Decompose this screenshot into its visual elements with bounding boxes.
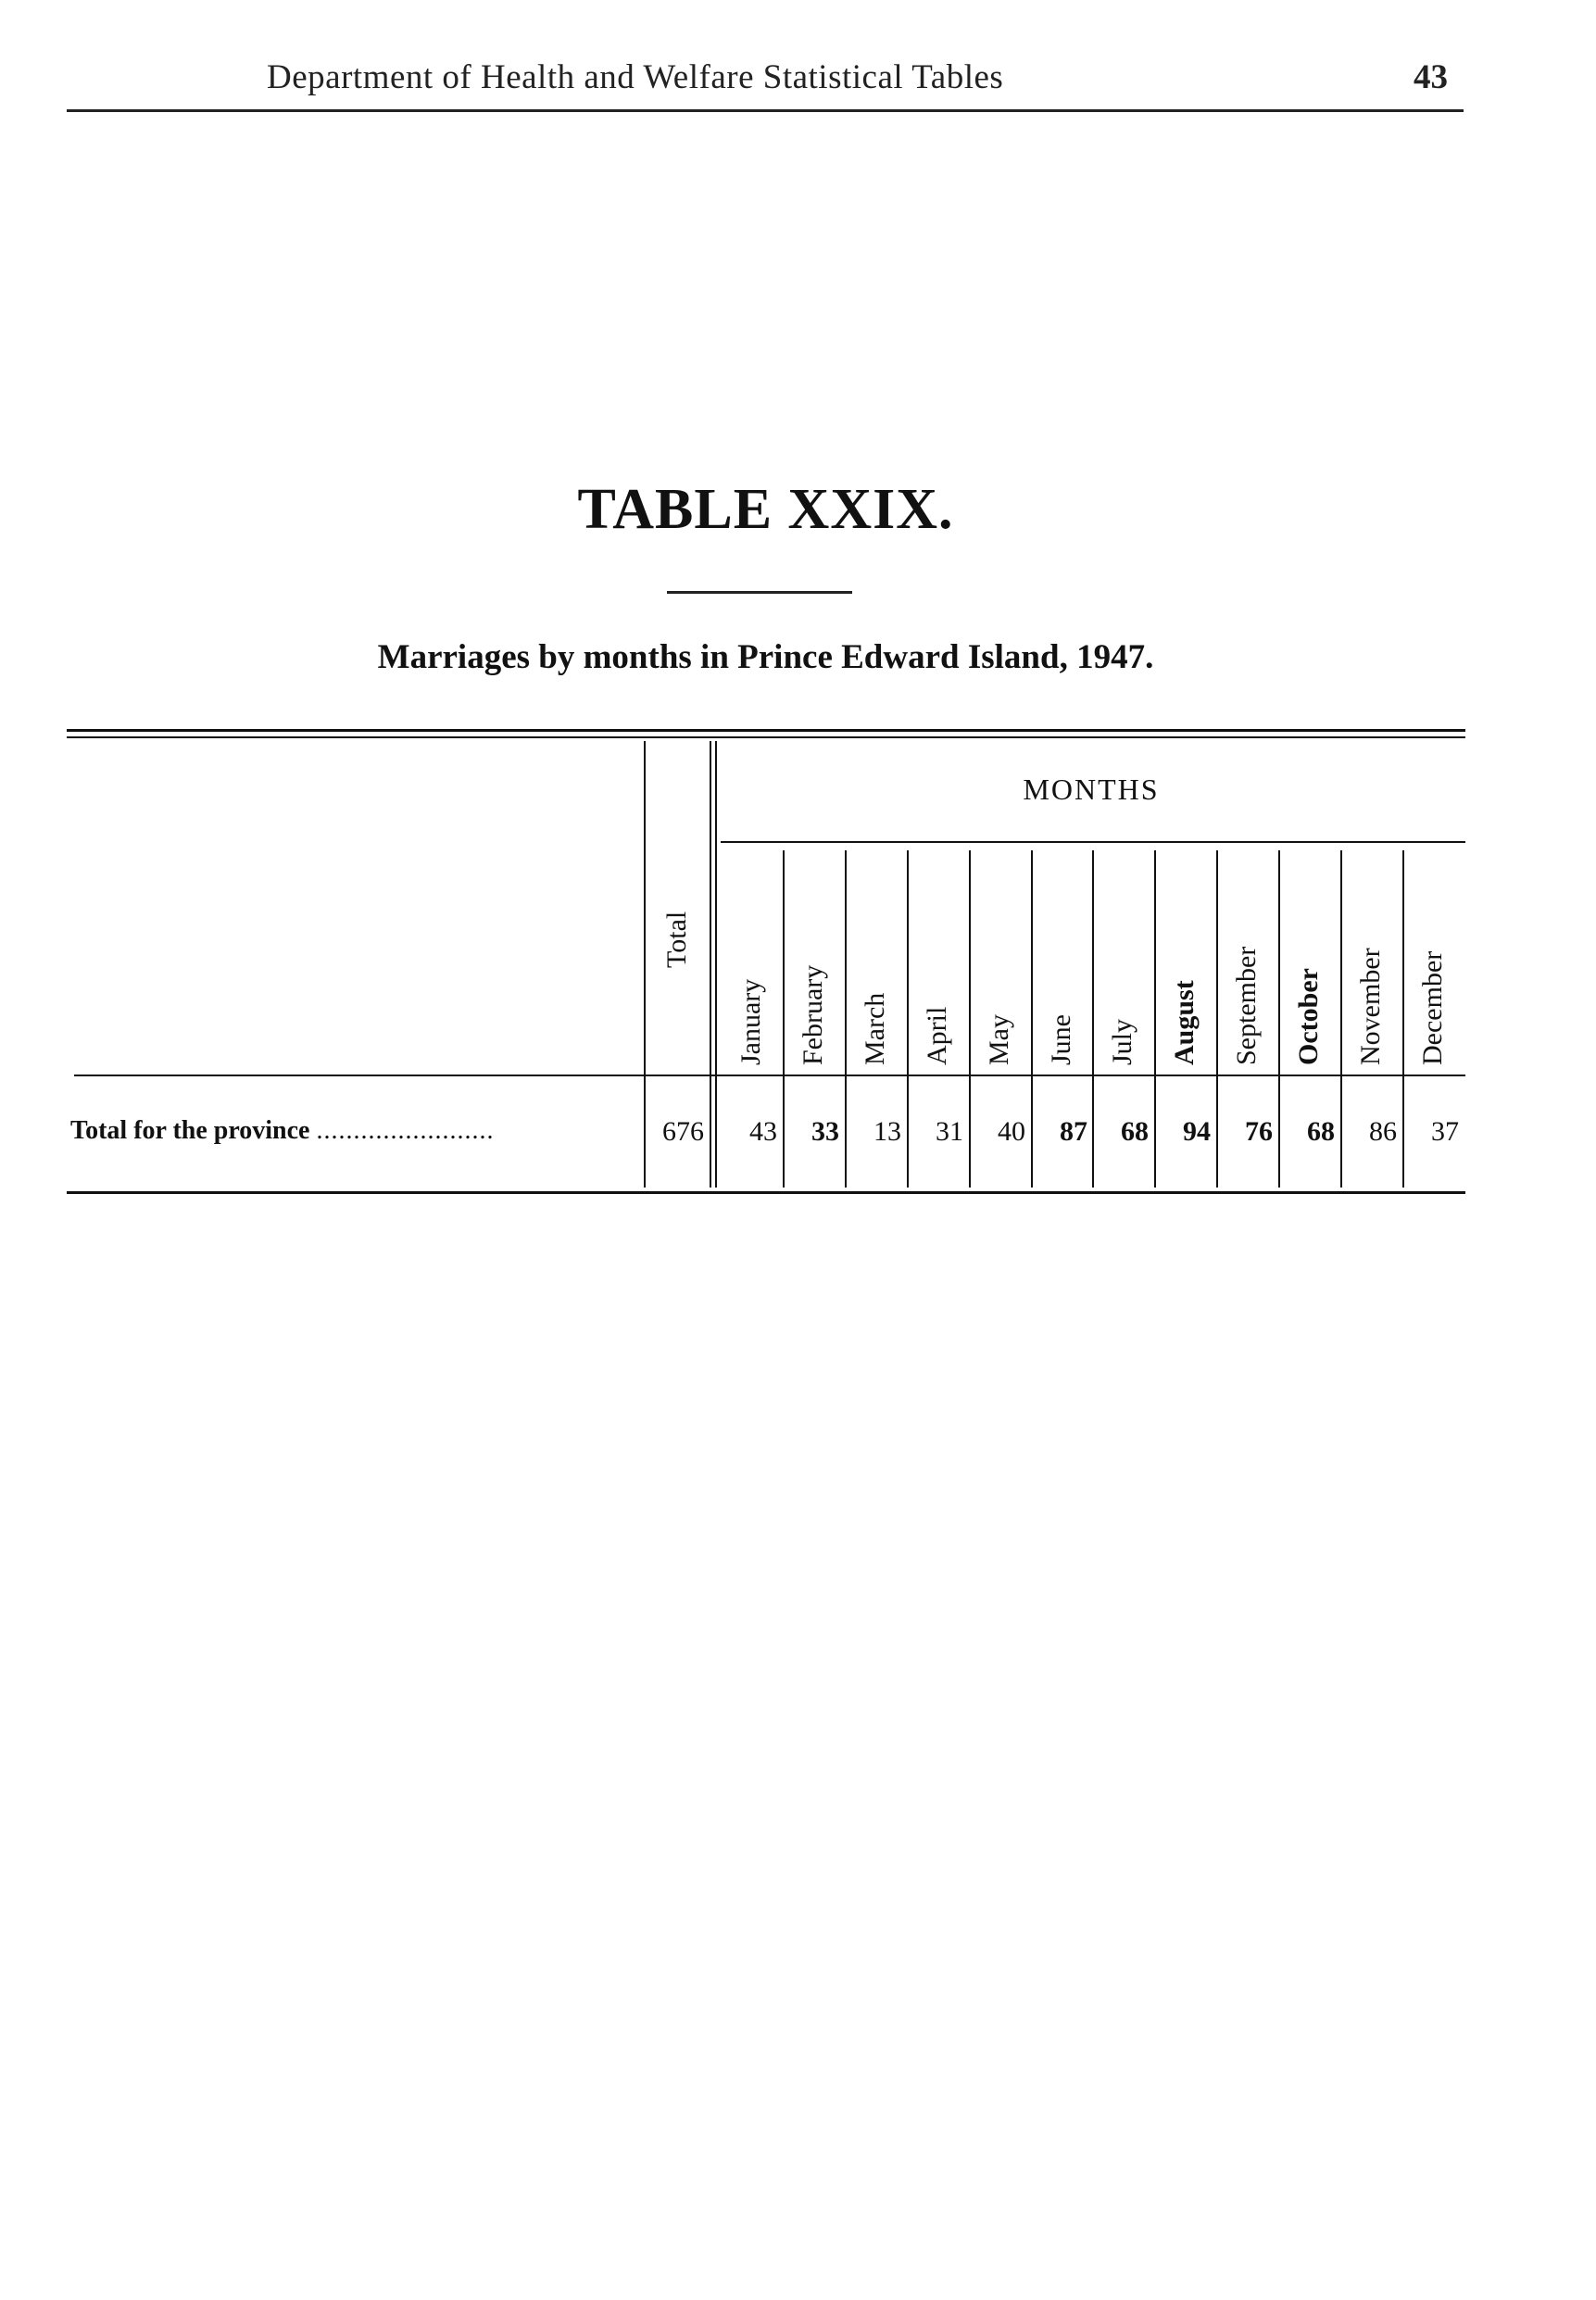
- cell-february: 33: [811, 1116, 839, 1147]
- cell-june: 87: [1060, 1116, 1087, 1147]
- page-number: 43: [1414, 58, 1448, 96]
- column-label-april: April: [922, 1006, 952, 1065]
- column-label-august: August: [1169, 980, 1200, 1065]
- column-label-june: June: [1046, 1014, 1076, 1065]
- column-label-may: May: [984, 1014, 1014, 1065]
- cell-march: 13: [873, 1116, 901, 1147]
- column-label-total: Total: [661, 911, 692, 968]
- cell-april: 31: [936, 1116, 963, 1147]
- table-bottom-rule: [67, 1191, 1465, 1194]
- months-group-heading: MONTHS: [1023, 773, 1160, 806]
- cell-january: 43: [749, 1116, 777, 1147]
- total-column-left-rule: [644, 741, 646, 1188]
- cell-may: 40: [998, 1116, 1025, 1147]
- cell-december: 37: [1431, 1116, 1459, 1147]
- column-label-september: September: [1231, 946, 1262, 1065]
- cell-october: 68: [1307, 1116, 1335, 1147]
- column-label-january: January: [735, 978, 766, 1065]
- total-column-right-rule: [710, 741, 711, 1188]
- table-top-rule-inner: [67, 736, 1465, 738]
- table-caption: Marriages by months in Prince Edward Island, 1947.: [377, 638, 1154, 676]
- row-label-total-for-the-province: [70, 1116, 635, 1146]
- column-label-december: December: [1417, 950, 1448, 1065]
- page-header-title: Department of Health and Welfare Statistical Tables: [267, 58, 1004, 96]
- months-heading-rule: [721, 841, 1465, 843]
- header-bottom-rule: [74, 1075, 1465, 1076]
- column-label-february: February: [798, 964, 828, 1065]
- cell-august: 94: [1183, 1116, 1211, 1147]
- row-label-leader-dots: ........................: [316, 1116, 495, 1145]
- cell-total: 676: [662, 1116, 704, 1147]
- table-title: TABLE XXIX.: [577, 478, 954, 541]
- title-rule: [667, 591, 852, 594]
- header-rule: [67, 109, 1464, 112]
- table-top-rule: [67, 729, 1465, 732]
- cell-september: 76: [1245, 1116, 1273, 1147]
- column-label-november: November: [1355, 948, 1386, 1065]
- column-label-october: October: [1293, 968, 1324, 1065]
- column-label-july: July: [1107, 1018, 1137, 1065]
- cell-november: 86: [1369, 1116, 1397, 1147]
- column-label-march: March: [860, 992, 890, 1065]
- cell-july: 68: [1121, 1116, 1149, 1147]
- total-column-right-rule-double: [715, 741, 717, 1188]
- row-label-text: Total for the province: [70, 1116, 310, 1145]
